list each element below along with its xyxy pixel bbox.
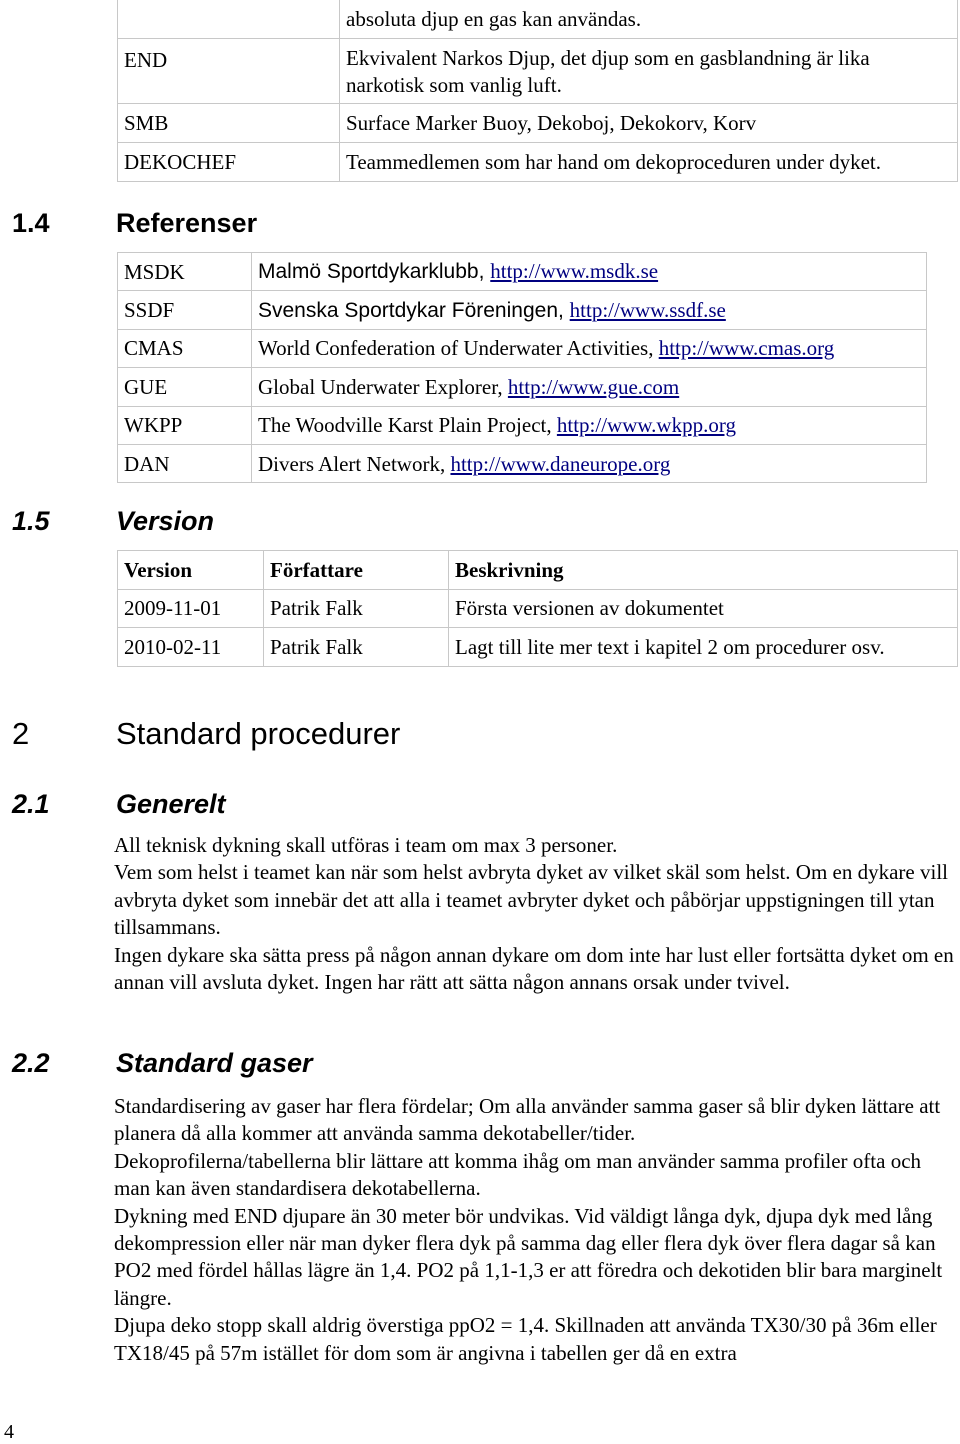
reference-entry xyxy=(252,291,927,329)
table-row xyxy=(118,143,958,182)
table-row xyxy=(118,291,927,329)
paragraph: Standardisering av gaser har flera fördelar; Om alla använder samma gaser så blir dyken lättare att planera då alla kommer att använda samma dekotabeller/tider. xyxy=(114,1094,941,1146)
definition-term xyxy=(118,0,340,39)
reference-link[interactable]: http://www.wkpp.org xyxy=(556,413,736,438)
paragraph: Dykning med END djupare än 30 meter bör undvikas. Vid väldigt långa dyk, djupa dyk med lång dekompression eller när man dyker flera dyk på samma dag eller flera dyk över flera dagar så kan PO2 med fördel hållas lägre än 1,4. PO2 på 1,1-1,3 er att föredra och dekotiden blir bara marginelt längre. xyxy=(114,1203,943,1310)
section-body-general xyxy=(114,832,959,996)
section-number: 1.5 xyxy=(12,506,50,536)
table-row xyxy=(118,444,927,482)
section-number: 2.2 xyxy=(12,1048,50,1078)
table-row xyxy=(118,368,927,406)
definition-term: DEKOCHEF xyxy=(118,143,340,182)
column-header: Författare xyxy=(264,551,449,590)
reference-name: World Confederation of Underwater Activities, xyxy=(258,336,659,361)
section-body-standard-gases xyxy=(114,1093,959,1367)
table-row xyxy=(118,104,958,143)
definition-term: SMB xyxy=(118,104,340,143)
paragraph: Vem som helst i teamet kan när som helst avbryta dyket av vilket skäl som helst. Om en dykare vill avbryta dyket som innebär det att alla i teamet avbryter dyket och påbörjar uppstigningen till ytan tillsammans. xyxy=(114,860,948,940)
column-header: Beskrivning xyxy=(449,551,958,590)
reference-abbr: GUE xyxy=(118,368,252,406)
table-row xyxy=(118,589,958,628)
version-date: 2009-11-01 xyxy=(118,589,264,628)
reference-link[interactable]: http://www.msdk.se xyxy=(490,259,659,284)
reference-name: The Woodville Karst Plain Project, xyxy=(258,413,557,438)
table-row xyxy=(118,0,958,39)
table-row xyxy=(118,39,958,104)
reference-name: Divers Alert Network, xyxy=(258,451,451,476)
section-title: Referenser xyxy=(116,208,258,238)
table-row xyxy=(118,329,927,367)
reference-entry xyxy=(252,329,927,367)
reference-entry xyxy=(252,368,927,406)
reference-link[interactable]: http://www.gue.com xyxy=(507,374,680,399)
reference-abbr: WKPP xyxy=(118,406,252,444)
section-number: 2.1 xyxy=(12,789,50,819)
reference-abbr: SSDF xyxy=(118,291,252,329)
column-header: Version xyxy=(118,551,264,590)
definition-term: END xyxy=(118,39,340,104)
definitions-table xyxy=(117,0,958,182)
version-description: Lagt till lite mer text i kapitel 2 om procedurer osv. xyxy=(449,628,958,667)
table-row xyxy=(118,253,927,291)
paragraph: Dekoprofilerna/tabellerna blir lättare att komma ihåg om man använder samma profiler ofta och man kan även standardisera dekotabellerna. xyxy=(114,1148,922,1201)
definition-text: absoluta djup en gas kan användas. xyxy=(340,0,958,39)
reference-abbr: DAN xyxy=(118,444,252,482)
chapter-number: 2 xyxy=(12,716,30,751)
paragraph: Ingen dykare ska sätta press på någon annan dykare om dom inte har lust eller fortsätta dyket om en annan vill avsluta dyket. Ingen har rätt att sätta någon annans orsak under tvivel. xyxy=(114,942,954,995)
reference-entry xyxy=(252,253,927,291)
definition-text: Teammedlemen som har hand om dekoproceduren under dyket. xyxy=(340,143,958,182)
section-title: Generelt xyxy=(116,789,226,819)
reference-abbr: MSDK xyxy=(118,253,252,291)
reference-link[interactable]: http://www.daneurope.org xyxy=(450,451,671,476)
section-number: 1.4 xyxy=(12,208,50,238)
reference-entry xyxy=(252,406,927,444)
reference-name: Global Underwater Explorer, xyxy=(258,374,508,399)
section-title: Standard gaser xyxy=(116,1048,313,1078)
table-header-row xyxy=(118,551,958,590)
reference-entry xyxy=(252,444,927,482)
reference-abbr: CMAS xyxy=(118,329,252,367)
reference-name: Svenska Sportdykar Föreningen, xyxy=(258,298,570,322)
version-author: Patrik Falk xyxy=(264,628,449,667)
page-number: 4 xyxy=(4,1421,14,1443)
paragraph: All teknisk dykning skall utföras i team om max 3 personer. xyxy=(114,833,618,857)
definition-text: Surface Marker Buoy, Dekoboj, Dekokorv, Korv xyxy=(340,104,958,143)
chapter-title: Standard procedurer xyxy=(116,716,401,751)
reference-link[interactable]: http://www.cmas.org xyxy=(658,336,835,361)
version-description: Första versionen av dokumentet xyxy=(449,589,958,628)
version-author: Patrik Falk xyxy=(264,589,449,628)
table-row xyxy=(118,628,958,667)
section-title: Version xyxy=(116,506,215,536)
reference-link[interactable]: http://www.ssdf.se xyxy=(569,297,726,322)
table-row xyxy=(118,406,927,444)
definition-text: Ekvivalent Narkos Djup, det djup som en gasblandning är lika narkotisk som vanlig luft. xyxy=(340,39,958,104)
reference-name: Malmö Sportdykarklubb, xyxy=(258,260,491,284)
version-table xyxy=(117,550,958,667)
references-table xyxy=(117,252,927,483)
paragraph: Djupa deko stopp skall aldrig överstiga ppO2 = 1,4. Skillnaden att använda TX30/30 på 36m eller TX18/45 på 57m istället för dom som är angivna i tabellen ger då en extra xyxy=(114,1313,937,1365)
version-date: 2010-02-11 xyxy=(118,628,264,667)
